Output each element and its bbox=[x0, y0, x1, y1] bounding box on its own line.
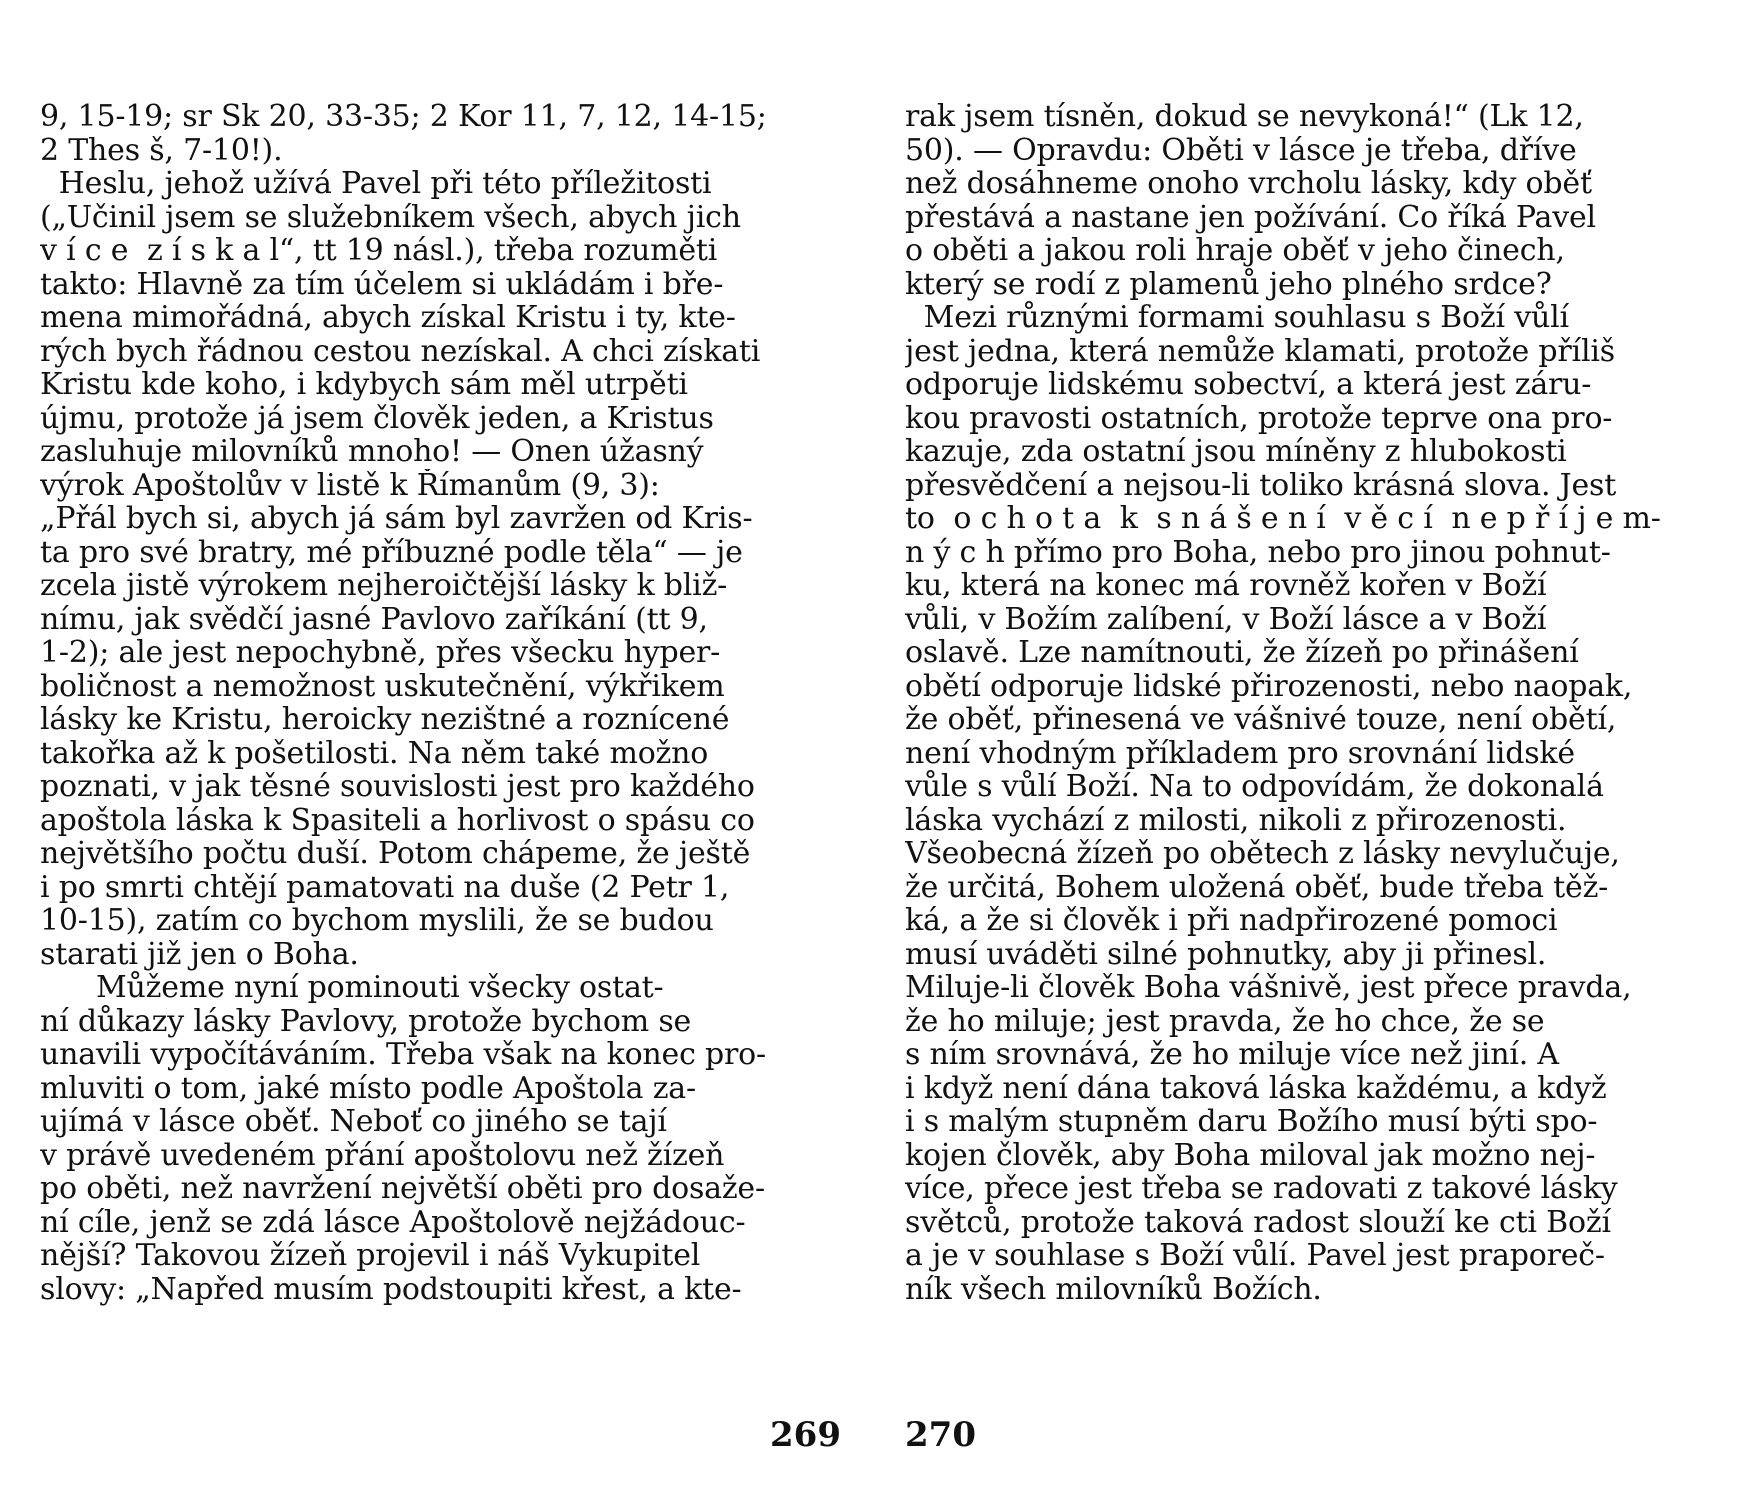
text-line: i s malým stupněm daru Božího musí býti spo- bbox=[905, 1105, 1598, 1139]
right-page bbox=[890, 0, 1680, 1500]
text-line: kou pravosti ostatních, protože teprve ona pro- bbox=[905, 401, 1613, 435]
left-page bbox=[0, 0, 841, 1500]
text-line: újmu, protože já jsem člověk jeden, a Kristus bbox=[40, 401, 714, 435]
text-line: více, přece jest třeba se radovati z takové lásky bbox=[905, 1172, 1618, 1206]
text-line: že ho miluje; jest pravda, že ho chce, že se bbox=[905, 1004, 1545, 1038]
text-line: než dosáhneme onoho vrcholu lásky, kdy oběť bbox=[905, 167, 1592, 201]
text-line: 2 Thes š, 7-10!). bbox=[40, 133, 283, 167]
text-line: kojen člověk, aby Boha miloval jak možno nej- bbox=[905, 1138, 1596, 1172]
text-line: a je v souhlase s Boží vůlí. Pavel jest praporeč- bbox=[905, 1239, 1605, 1273]
text-line: boličnost a nemožnost uskutečnění, výkřikem bbox=[40, 669, 725, 703]
text-line: Mezi různými formami souhlasu s Boží vůlí bbox=[905, 301, 1569, 335]
text-line: zasluhuje milovníků mnoho! — Onen úžasný bbox=[40, 435, 704, 469]
text-line: kazuje, zda ostatní jsou míněny z hlubokosti bbox=[905, 435, 1567, 469]
text-line: („Učinil jsem se služebníkem všech, abych jich bbox=[40, 200, 741, 234]
text-line: v í c e z í s k a l“, tt 19 násl.), třeba rozuměti bbox=[40, 234, 718, 268]
text-line: ku, která na konec má rovněž kořen v Boží bbox=[905, 569, 1547, 603]
text-line: není vhodným příkladem pro srovnání lidské bbox=[905, 736, 1575, 770]
text-line: Kristu kde koho, i kdybych sám měl utrpěti bbox=[40, 368, 688, 402]
text-line: ník všech milovníků Božích. bbox=[905, 1272, 1322, 1306]
text-line: unavili vypočítáváním. Třeba však na konec pro- bbox=[40, 1038, 766, 1072]
text-line: ká, a že si člověk i při nadpřirozené pomoci bbox=[905, 904, 1558, 938]
text-line: o oběti a jakou roli hraje oběť v jeho činech, bbox=[905, 234, 1565, 268]
text-line: vůle s vůlí Boží. Na to odpovídám, že dokonalá bbox=[905, 770, 1604, 804]
text-line: jest jedna, která nemůže klamati, protože příliš bbox=[905, 334, 1615, 368]
text-line: Můžeme nyní pominouti všecky ostat- bbox=[40, 971, 664, 1005]
left-page-number: 269 bbox=[770, 1415, 841, 1455]
text-line: ujímá v lásce oběť. Neboť co jiného se tají bbox=[40, 1105, 667, 1139]
text-line: 10-15), zatím co bychom myslili, že se budou bbox=[40, 904, 714, 938]
text-line: oslavě. Lze namítnouti, že žízeň po přinášení bbox=[905, 636, 1579, 670]
text-line: takto: Hlavně za tím účelem si ukládám i bře- bbox=[40, 267, 724, 301]
text-line: apoštola láska k Spasiteli a horlivost o spásu co bbox=[40, 803, 755, 837]
left-page-text bbox=[40, 100, 800, 1306]
text-line: výrok Apoštolův v listě k Římanům (9, 3): bbox=[40, 468, 660, 502]
text-line: to o c h o t a k s n á š e n í v ě c í n e p ř í j e m- bbox=[905, 502, 1661, 536]
text-line: ní cíle, jenž se zdá lásce Apoštolově nejžádouc- bbox=[40, 1205, 746, 1239]
text-line: takořka až k pošetilosti. Na něm také možno bbox=[40, 736, 709, 770]
text-line: Všeobecná žízeň po obětech z lásky nevylučuje, bbox=[905, 837, 1620, 871]
text-line: Heslu, jehož užívá Pavel při této příležitosti bbox=[40, 167, 712, 201]
text-line: ní důkazy lásky Pavlovy, protože bychom se bbox=[40, 1004, 692, 1038]
text-line: lásky ke Kristu, heroicky nezištné a roznícené bbox=[40, 703, 730, 737]
text-line: rak jsem tísněn, dokud se nevykoná!“ (Lk 12, bbox=[905, 100, 1584, 134]
text-line: „Přál bych si, abych já sám byl zavržen od Kris- bbox=[40, 502, 753, 536]
text-line: starati již jen o Boha. bbox=[40, 937, 359, 971]
text-line: odporuje lidskému sobectví, a která jest záru- bbox=[905, 368, 1592, 402]
text-line: rých bych řádnou cestou nezískal. A chci získati bbox=[40, 334, 761, 368]
text-line: zcela jistě výrokem nejheroičtější lásky k bliž- bbox=[40, 569, 728, 603]
text-line: který se rodí z plamenů jeho plného srdce? bbox=[905, 267, 1552, 301]
text-line: poznati, v jak těsné souvislosti jest pro každého bbox=[40, 770, 755, 804]
text-line: největšího počtu duší. Potom chápeme, že ještě bbox=[40, 837, 751, 871]
text-line: i po smrti chtějí pamatovati na duše (2 Petr 1, bbox=[40, 870, 730, 904]
text-line: obětí odporuje lidské přirozenosti, nebo naopak, bbox=[905, 669, 1633, 703]
text-line: láska vychází z milosti, nikoli z přirozenosti. bbox=[905, 803, 1567, 837]
text-line: 9, 15-19; sr Sk 20, 33-35; 2 Kor 11, 7, 12, 14-15; bbox=[40, 100, 767, 134]
text-line: po oběti, než navržení největší oběti pro dosaže- bbox=[40, 1172, 765, 1206]
text-line: že určitá, Bohem uložená oběť, bude třeba těž- bbox=[905, 870, 1609, 904]
text-line: slovy: „Napřed musím podstoupiti křest, a kte- bbox=[40, 1272, 742, 1306]
text-line: nější? Takovou žízeň projevil i náš Vykupitel bbox=[40, 1239, 701, 1273]
text-line: ta pro své bratry, mé příbuzné podle těla“ — je bbox=[40, 535, 743, 569]
text-line: s ním srovnává, že ho miluje více než jiní. A bbox=[905, 1038, 1559, 1072]
right-page-text bbox=[905, 100, 1665, 1306]
text-line: že oběť, přinesená ve vášnivé touze, není obětí, bbox=[905, 703, 1617, 737]
text-line: světců, protože taková radost slouží ke cti Boží bbox=[905, 1205, 1611, 1239]
text-line: n ý c h přímo pro Boha, nebo pro jinou pohnut- bbox=[905, 535, 1611, 569]
text-line: 1-2); ale jest nepochybně, přes všecku hyper- bbox=[40, 636, 721, 670]
text-line: i když není dána taková láska každému, a když bbox=[905, 1071, 1607, 1105]
text-line: mluviti o tom, jaké místo podle Apoštola za- bbox=[40, 1071, 696, 1105]
text-line: 50). — Opravdu: Oběti v lásce je třeba, dříve bbox=[905, 133, 1577, 167]
text-line: nímu, jak svědčí jasné Pavlovo zaříkání (tt 9, bbox=[40, 602, 708, 636]
text-line: v právě uvedeném přání apoštolovu než žízeň bbox=[40, 1138, 725, 1172]
text-line: přesvědčení a nejsou-li toliko krásná slova. Jest bbox=[905, 468, 1617, 502]
right-page-number: 270 bbox=[905, 1415, 976, 1455]
text-line: mena mimořádná, abych získal Kristu i ty, kte- bbox=[40, 301, 736, 335]
text-line: vůli, v Božím zalíbení, v Boží lásce a v Boží bbox=[905, 602, 1547, 636]
text-line: Miluje-li člověk Boha vášnivě, jest přece pravda, bbox=[905, 971, 1632, 1005]
text-line: musí uváděti silné pohnutky, aby ji přinesl. bbox=[905, 937, 1547, 971]
text-line: přestává a nastane jen požívání. Co říká Pavel bbox=[905, 200, 1596, 234]
